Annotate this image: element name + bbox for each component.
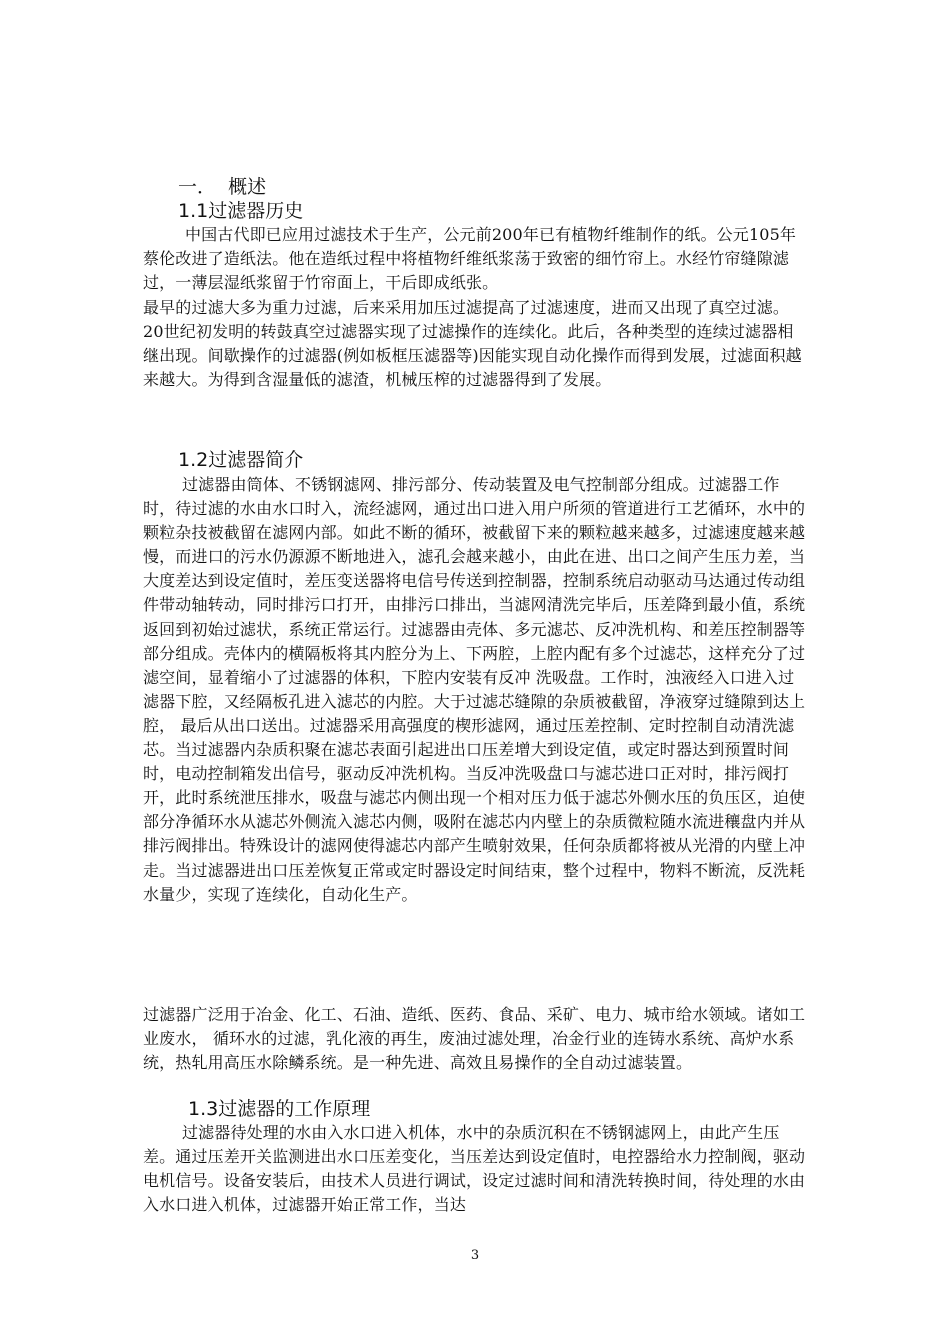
section-heading-principle: 1.3过滤器的工作原理 xyxy=(188,1098,371,1120)
page-number: 3 xyxy=(470,1248,480,1263)
paragraph-history-1: 中国古代即已应用过滤技术于生产，公元前200年已有植物纤维制作的纸。公元105年蔡伦改进了造纸法。他在造纸过程中将植物纤维纸浆荡于致密的细竹帘上。水经竹帘缝隙滤过，一薄层湿纸浆留于竹帘面上，干后即成纸张。 xyxy=(143,225,797,293)
paragraph-intro-2: 过滤器广泛用于冶金、化工、石油、造纸、医药、食品、采矿、电力、城市给水领域。诸如工业废水， 循环水的过滤，乳化液的再生，废油过滤处理，冶金行业的连铸水系统、高炉水系统，热轧用高压水除鳞系统。是一种先进、高效且易操作的全自动过滤装置。 xyxy=(143,1005,806,1073)
section-heading-intro: 1.2过滤器简介 xyxy=(178,449,304,471)
section-heading-history: 1.1过滤器历史 xyxy=(178,200,304,222)
paragraph-history-2: 最早的过滤大多为重力过滤，后来采用加压过滤提高了过滤速度，进而又出现了真空过滤。20世纪初发明的转鼓真空过滤器实现了过滤操作的连续化。此后，各种类型的连续过滤器相继出现。间歇操作的过滤器(例如板框压滤器等)因能实现自动化操作而得到发展，过滤面积越来越大。为得到含湿量低的滤渣，机械压榨的过滤器得到了发展。 xyxy=(143,298,802,390)
paragraph-principle-1: 过滤器待处理的水由入水口进入机体，水中的杂质沉积在不锈钢滤网上，由此产生压差。通过压差开关监测进出水口压差变化，当压差达到设定值时，电控器给水力控制阀，驱动电机信号。设备安装后，由技术人员进行调试，设定过滤时间和清洗转换时间，待处理的水由入水口进入机体，过滤器开始正常工作，当达 xyxy=(143,1123,806,1215)
chapter-heading: 一． 概述 xyxy=(178,176,267,198)
paragraph-intro-1: 过滤器由筒体、不锈钢滤网、排污部分、传动装置及电气控制部分组成。过滤器工作时，待过滤的水由水口时入，流经滤网，通过出口进入用户所须的管道进行工艺循环，水中的颗粒杂技被截留在滤网内部。如此不断的循环，被截留下来的颗粒越来越多，过滤速度越来越慢，而进口的污水仍源源不断地进入，滤孔会越来越小，由此在进、出口之间产生压力差，当大度差达到设定值时，差压变送器将电信号传送到控制器，控制系统启动驱动马达通过传动组件带动轴转动，同时排污口打开，由排污口排出，当滤网清洗完毕后，压差降到最小值，系统返回到初始过滤状，系统正常运行。过滤器由壳体、多元滤芯、反冲洗机构、和差压控制器等部分组成。壳体内的横隔板将其内腔分为上、下两腔，上腔内配有多个过滤芯，这样充分了过滤空间，显着缩小了过滤器的体积，下腔内安装有反冲 洗吸盘。工作时，浊液经入口进入过滤器下腔，又经隔板孔进入滤芯的内腔。大于过滤芯缝隙的杂质被截留，净液穿过缝隙到达上腔， 最后从出口送出。过滤器采用高强度的楔形滤网，通过压差控制、定时控制自动清洗滤芯。当过滤器内杂质积聚在滤芯表面引起进出口压差增大到设定值，或定时器达到预置时间时，电动控制箱发出信号，驱动反冲洗机构。当反冲洗吸盘口与滤芯进口正对时，排污阀打开，此时系统泄压排水，吸盘与滤芯内侧出现一个相对压力低于滤芯外侧水压的负压区，迫使部分净循环水从滤芯外侧流入滤芯内侧，吸附在滤芯内内壁上的杂质微粒随水流进穰盘内并从排污阀排出。特殊设计的滤网使得滤芯内部产生喷射效果，任何杂质都将被从光滑的内壁上冲走。当过滤器进出口压差恢复正常或定时器设定时间结束，整个过程中，物料不断流，反洗耗水量少，实现了连续化，自动化生产。 xyxy=(143,475,806,904)
